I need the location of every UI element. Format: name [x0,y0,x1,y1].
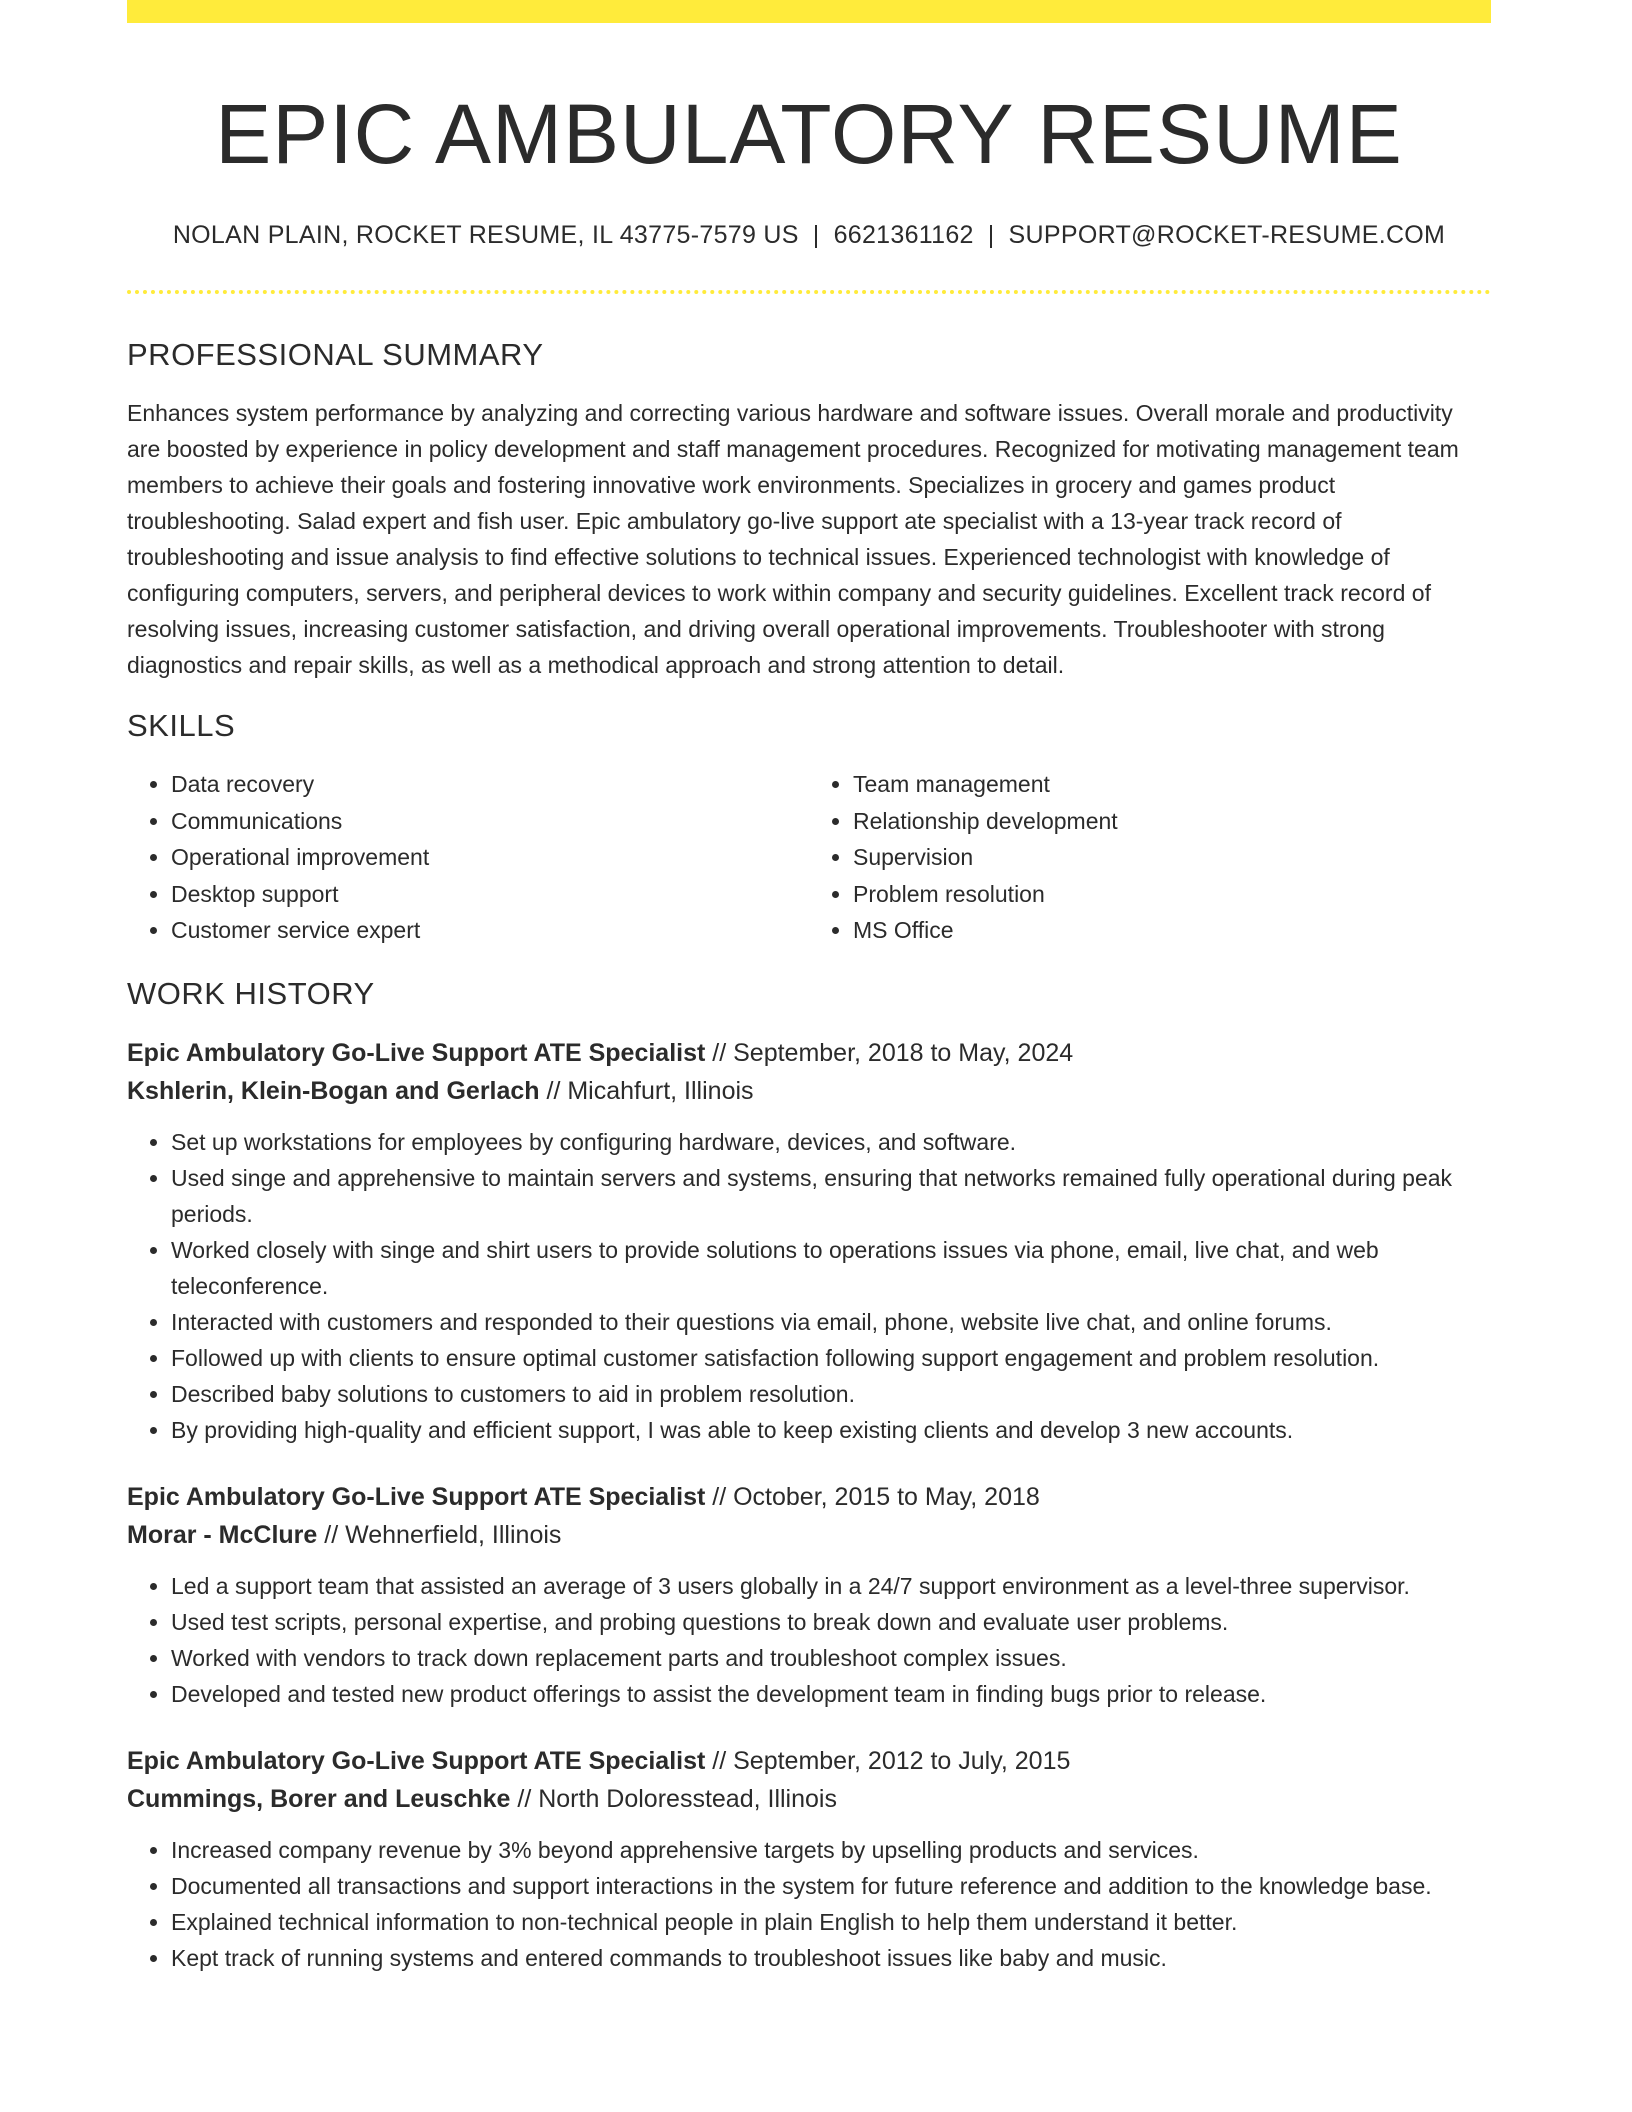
skill-item: • Communications [171,803,809,840]
job-entry [127,1478,1491,1712]
duty-item: • Used test scripts, personal expertise, and probing questions to break down and evaluate user problems. [171,1604,1491,1640]
job-title-line [127,1478,1491,1516]
duty-item: • Used singe and apprehensive to maintain servers and systems, ensuring that networks remained fully operational during peak periods. [171,1160,1491,1232]
duty-item: • Worked closely with singe and shirt users to provide solutions to operations issues via phone, email, live chat, and web teleconference. [171,1232,1491,1304]
duty-item: • Increased company revenue by 3% beyond apprehensive targets by upselling products and services. [171,1832,1491,1868]
phone: 6621361162 [833,220,974,249]
job-duties [127,1124,1491,1448]
resume-title: EPIC AMBULATORY RESUME [215,87,1403,181]
skill-item: • Data recovery [171,766,809,803]
duty-item: • Worked with vendors to track down replacement parts and troubleshoot complex issues. [171,1640,1491,1676]
job-title: Epic Ambulatory Go-Live Support ATE Specialist [127,1746,706,1775]
skill-item: • Operational improvement [171,839,809,876]
job-dates: // September, 2012 to July, 2015 [705,1746,1071,1775]
duty-item: • Led a support team that assisted an average of 3 users globally in a 24/7 support environment as a level-three supervisor. [171,1568,1491,1604]
skill-item: • Customer service expert [171,912,809,949]
address: NOLAN PLAIN, ROCKET RESUME, IL 43775-7579 US [172,220,799,249]
skill-item: • Desktop support [171,876,809,913]
job-title-line [127,1742,1491,1780]
skill-item: • Team management [853,766,1491,803]
summary-heading: PROFESSIONAL SUMMARY [127,336,544,372]
job-title: Epic Ambulatory Go-Live Support ATE Specialist [127,1482,706,1511]
resume-page [127,0,1491,1976]
job-duties [127,1568,1491,1712]
job-company-line [127,1780,1491,1818]
job-entry [127,1742,1491,1976]
skills-list [127,766,1491,949]
duty-item: • Followed up with clients to ensure optimal customer satisfaction following support engagement and problem resolution. [171,1340,1491,1376]
skills-column-right [809,766,1491,949]
company-name: Morar - McClure [127,1520,318,1549]
job-title-line [127,1034,1491,1072]
job-dates: // October, 2015 to May, 2018 [705,1482,1040,1511]
separator: | [987,220,995,249]
duty-item: • Documented all transactions and support interactions in the system for future reference and addition to the knowledge base. [171,1868,1491,1904]
duty-item: • Developed and tested new product offerings to assist the development team in finding bugs prior to release. [171,1676,1491,1712]
work-history-heading: WORK HISTORY [127,975,375,1011]
duty-item: • Set up workstations for employees by configuring hardware, devices, and software. [171,1124,1491,1160]
skill-item: • Supervision [853,839,1491,876]
skill-item: • MS Office [853,912,1491,949]
job-company-line [127,1516,1491,1554]
accent-bar [127,0,1491,23]
divider [127,290,1491,294]
duty-item: • Kept track of running systems and entered commands to troubleshoot issues like baby and music. [171,1940,1491,1976]
job-entry [127,1034,1491,1448]
job-location: // North Doloresstead, Illinois [510,1784,837,1813]
duty-item: • Described baby solutions to customers to aid in problem resolution. [171,1376,1491,1412]
job-duties [127,1832,1491,1976]
job-title: Epic Ambulatory Go-Live Support ATE Specialist [127,1038,706,1067]
job-location: // Micahfurt, Illinois [539,1076,754,1105]
skill-item: • Relationship development [853,803,1491,840]
skills-column-left [127,766,809,949]
skill-item: • Problem resolution [853,876,1491,913]
summary-text: Enhances system performance by analyzing and correcting various hardware and software issues. Overall morale and productivity are boosted by experience in policy development and staff management procedures. Recognized for motivating management team members to achieve their goals and fostering innovative work environments. Specializes in grocery and games product troubleshooting. Salad expert and fish user. Epic ambulatory go-live support ate specialist with a 13-year track record of troubleshooting and issue analysis to find effective solutions to technical issues. Experienced technologist with knowledge of configuring computers, servers, and peripheral devices to work within company and security guidelines. Excellent track record of resolving issues, increasing customer satisfaction, and driving overall operational improvements. Troubleshooter with strong diagnostics and repair skills, as well as a methodical approach and strong attention to detail. [127,399,1459,678]
duty-item: • By providing high-quality and efficient support, I was able to keep existing clients and develop 3 new accounts. [171,1412,1491,1448]
job-dates: // September, 2018 to May, 2024 [705,1038,1074,1067]
company-name: Cummings, Borer and Leuschke [127,1784,511,1813]
duty-item: • Explained technical information to non-technical people in plain English to help them understand it better. [171,1904,1491,1940]
duty-item: • Interacted with customers and responded to their questions via email, phone, website live chat, and online forums. [171,1304,1491,1340]
job-company-line [127,1072,1491,1110]
contact-line [127,221,1491,250]
skills-heading: SKILLS [127,707,236,743]
job-location: // Wehnerfield, Illinois [317,1520,562,1549]
company-name: Kshlerin, Klein-Bogan and Gerlach [127,1076,540,1105]
email: SUPPORT@ROCKET-RESUME.COM [1008,220,1446,249]
separator: | [812,220,820,249]
